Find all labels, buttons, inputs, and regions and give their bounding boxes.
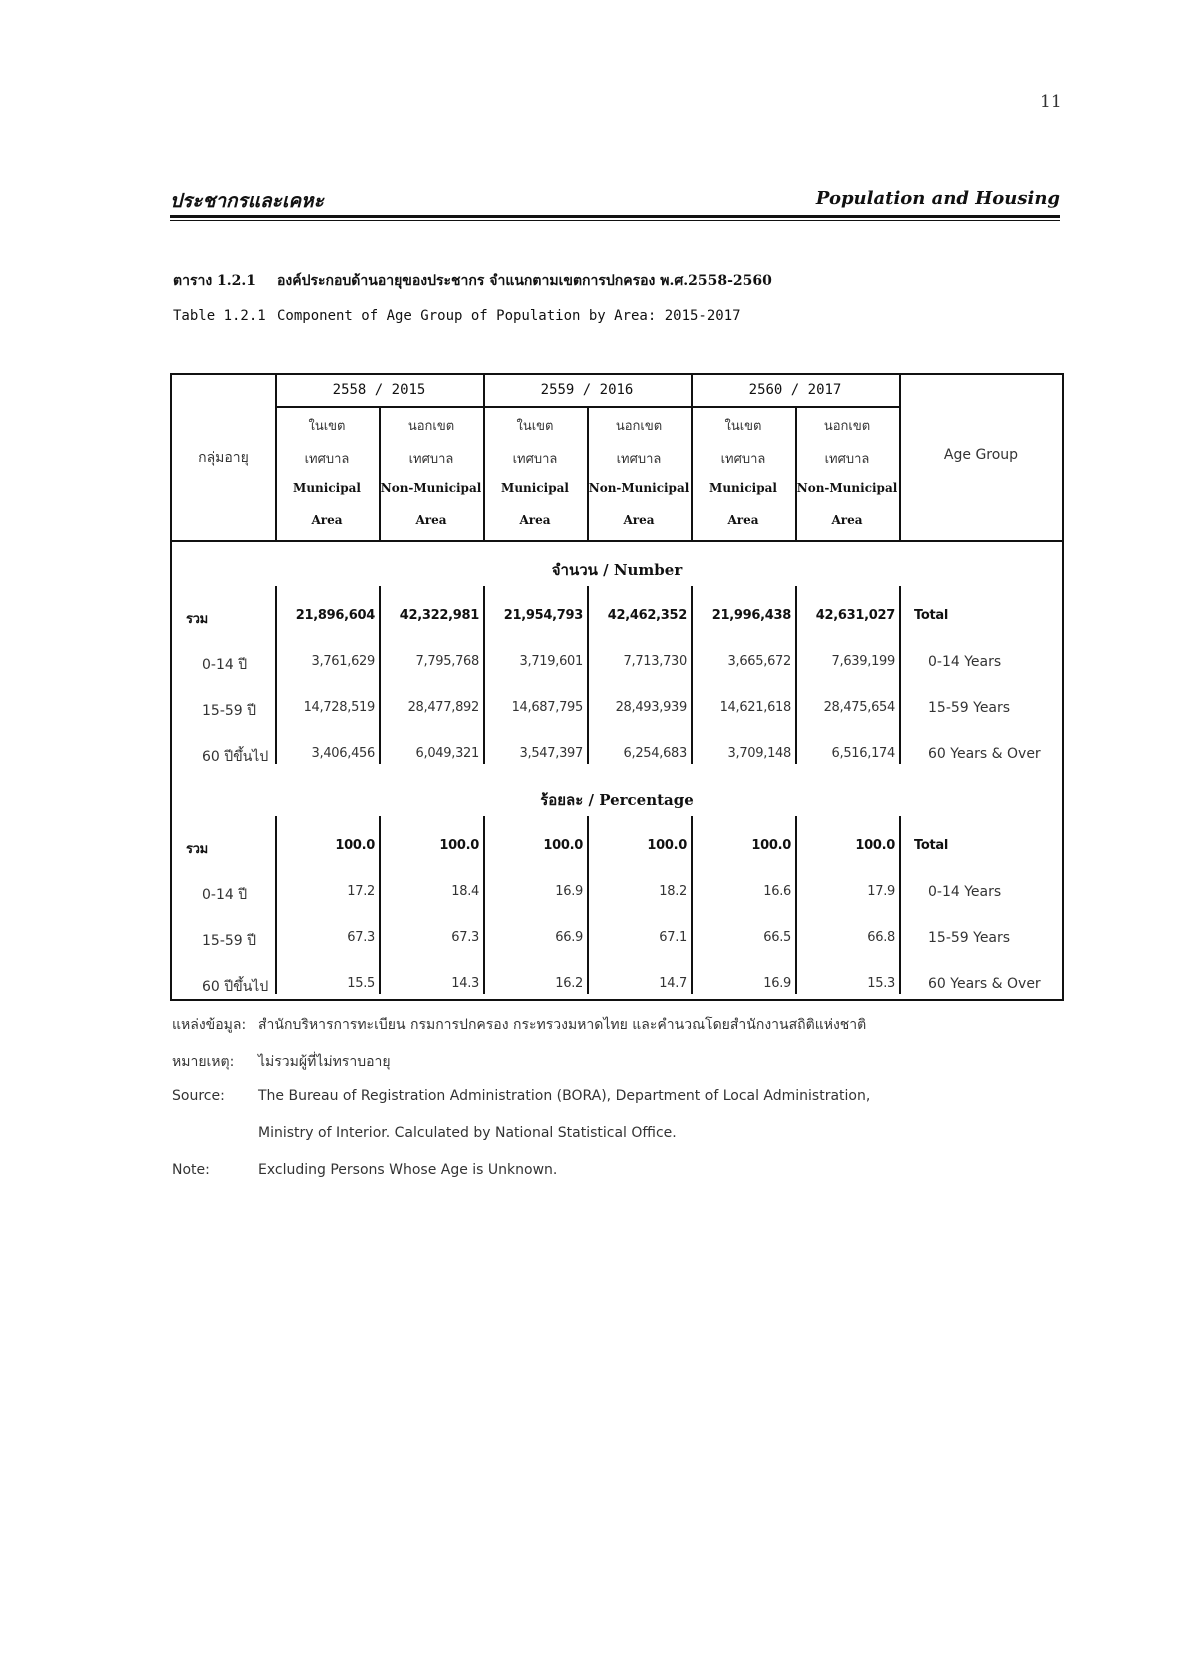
caption-eng-label: Table 1.2.1 <box>173 308 266 324</box>
table-cell-value: 14.7 <box>659 976 687 991</box>
table-cell-value: 14.3 <box>451 976 479 991</box>
row-label-thai: 0-14 ปี <box>202 657 248 673</box>
header-vline <box>899 375 901 540</box>
subheader-thai-2: เทศบาล <box>408 452 454 467</box>
table-cell-value: 3,761,629 <box>311 654 375 669</box>
table-cell-value: 42,462,352 <box>607 608 687 623</box>
caption-thai-title: องค์ประกอบด้านอายุของประชากร จำแนกตามเขตการปกครอง พ.ศ.2558-2560 <box>277 273 772 289</box>
subheader-eng-1: Non-Municipal <box>796 481 898 495</box>
source-eng-text-1: The Bureau of Registration Administration (BORA), Department of Local Administration, <box>258 1088 871 1104</box>
section-title: จำนวน / Number <box>551 561 683 579</box>
year-header: 2560 / 2017 <box>748 382 842 398</box>
subheader-eng-2: Area <box>623 513 655 527</box>
table-cell-value: 21,954,793 <box>503 608 583 623</box>
row-label-eng: 0-14 Years <box>928 654 1002 670</box>
table-cell-value: 67.3 <box>347 930 375 945</box>
table-cell-value: 28,493,939 <box>615 700 687 715</box>
subheader-eng-1: Non-Municipal <box>588 481 690 495</box>
table-cell-value: 21,996,438 <box>711 608 791 623</box>
subheader-eng-2: Area <box>831 513 863 527</box>
table-caption-english <box>173 308 741 324</box>
row-label-thai: รวม <box>186 612 208 627</box>
subheader-eng-1: Non-Municipal <box>380 481 482 495</box>
table-cell-value: 15.5 <box>347 976 375 991</box>
row-label-eng: 60 Years & Over <box>928 976 1041 992</box>
subheader-eng-2: Area <box>415 513 447 527</box>
source-eng-line <box>172 1088 870 1104</box>
row-label-eng: Total <box>914 838 949 853</box>
subheader-thai-2: เทศบาล <box>512 452 558 467</box>
subheader-thai-1: ในเขต <box>308 419 346 434</box>
table-cell-value: 28,475,654 <box>823 700 895 715</box>
subheader-thai-1: ในเขต <box>724 419 762 434</box>
subheader-eng-2: Area <box>311 513 343 527</box>
row-label-thai: 60 ปีขึ้นไป <box>202 979 269 995</box>
header-bottom-line <box>172 540 1062 542</box>
body-vline <box>899 816 901 994</box>
table-cell-value: 3,665,672 <box>727 654 791 669</box>
note-thai-label: หมายเหตุ: <box>172 1054 235 1070</box>
table-cell-value: 18.2 <box>659 884 687 899</box>
table-cell-value: 7,639,199 <box>831 654 895 669</box>
note-eng-text: Excluding Persons Whose Age is Unknown. <box>258 1162 558 1178</box>
row-label-eng: Total <box>914 608 949 623</box>
table-cell-value: 3,709,148 <box>727 746 791 761</box>
subheader-thai-2: เทศบาล <box>304 452 350 467</box>
row-label-eng: 15-59 Years <box>928 930 1011 946</box>
table-cell-value: 3,719,601 <box>519 654 583 669</box>
header-rule-thick <box>170 215 1060 218</box>
table-cell-value: 100.0 <box>751 838 791 853</box>
subheader-thai-1: นอกเขต <box>407 419 455 434</box>
subheader-thai-2: เทศบาล <box>824 452 870 467</box>
table-cell-value: 100.0 <box>855 838 895 853</box>
row-label-thai: 15-59 ปี <box>202 703 257 719</box>
table-cell-value: 14,687,795 <box>511 700 583 715</box>
table-cell-value: 100.0 <box>335 838 375 853</box>
caption-thai-label: ตาราง 1.2.1 <box>173 273 257 289</box>
table-cell-value: 42,631,027 <box>815 608 895 623</box>
note-eng-line <box>172 1162 557 1178</box>
table-cell-value: 6,516,174 <box>831 746 895 761</box>
section-title: ร้อยละ / Percentage <box>540 791 694 809</box>
row-label-eng: 0-14 Years <box>928 884 1002 900</box>
row-label-thai: 0-14 ปี <box>202 887 248 903</box>
table-cell-value: 3,547,397 <box>519 746 583 761</box>
table-cell-value: 16.9 <box>763 976 791 991</box>
source-eng-label: Source: <box>172 1088 225 1104</box>
table-cell-value: 100.0 <box>647 838 687 853</box>
table-cell-value: 67.1 <box>659 930 687 945</box>
table-cell-value: 28,477,892 <box>407 700 479 715</box>
year-header: 2559 / 2016 <box>540 382 634 398</box>
header-english-title: Population and Housing <box>815 188 1060 209</box>
year-header: 2558 / 2015 <box>332 382 426 398</box>
row-label-eng: 60 Years & Over <box>928 746 1041 762</box>
subheader-eng-1: Municipal <box>501 481 569 495</box>
table-cell-value: 21,896,604 <box>295 608 375 623</box>
table-cell-value: 14,728,519 <box>303 700 375 715</box>
table-cell-value: 6,254,683 <box>623 746 687 761</box>
table-cell-value: 66.9 <box>555 930 583 945</box>
page-number: 11 <box>1040 92 1062 112</box>
caption-eng-title: Component of Age Group of Population by Area: 2015-2017 <box>277 308 741 324</box>
row-label-eng: 15-59 Years <box>928 700 1011 716</box>
row-label-thai: รวม <box>186 842 208 857</box>
table-cell-value: 3,406,456 <box>311 746 375 761</box>
population-table <box>170 373 1064 1001</box>
subheader-eng-2: Area <box>727 513 759 527</box>
table-cell-value: 15.3 <box>867 976 895 991</box>
subheader-eng-1: Municipal <box>709 481 777 495</box>
table-cell-value: 66.5 <box>763 930 791 945</box>
subheader-eng-1: Municipal <box>293 481 361 495</box>
source-thai-line <box>172 1014 866 1036</box>
table-cell-value: 42,322,981 <box>399 608 479 623</box>
note-thai-line <box>172 1051 391 1073</box>
body-vline <box>899 586 901 764</box>
table-cell-value: 6,049,321 <box>415 746 479 761</box>
subheader-thai-2: เทศบาล <box>616 452 662 467</box>
source-thai-text: สำนักบริหารการทะเบียน กรมการปกครอง กระทรวงมหาดไทย และคำนวณโดยสำนักงานสถิติแห่งชาติ <box>258 1017 867 1033</box>
running-header <box>170 186 1060 212</box>
table-cell-value: 66.8 <box>867 930 895 945</box>
table-cell-value: 16.9 <box>555 884 583 899</box>
subheader-thai-1: ในเขต <box>516 419 554 434</box>
table-cell-value: 16.6 <box>763 884 791 899</box>
table-cell-value: 18.4 <box>451 884 479 899</box>
note-eng-label: Note: <box>172 1162 210 1178</box>
table-cell-value: 100.0 <box>439 838 479 853</box>
table-cell-value: 17.9 <box>867 884 895 899</box>
source-eng-line-2 <box>172 1125 677 1141</box>
age-group-thai-header: กลุ่มอายุ <box>198 450 249 466</box>
age-group-eng-header: Age Group <box>943 447 1019 463</box>
subheader-eng-2: Area <box>519 513 551 527</box>
source-thai-label: แหล่งข้อมูล: <box>172 1017 247 1033</box>
table-cell-value: 67.3 <box>451 930 479 945</box>
source-eng-text-2: Ministry of Interior. Calculated by National Statistical Office. <box>258 1125 677 1141</box>
table-cell-value: 7,713,730 <box>623 654 687 669</box>
subheader-thai-1: นอกเขต <box>615 419 663 434</box>
table-cell-value: 14,621,618 <box>719 700 791 715</box>
table-cell-value: 100.0 <box>543 838 583 853</box>
row-label-thai: 15-59 ปี <box>202 933 257 949</box>
row-label-thai: 60 ปีขึ้นไป <box>202 749 269 765</box>
note-thai-text: ไม่รวมผู้ที่ไม่ทราบอายุ <box>258 1054 391 1070</box>
table-cell-value: 17.2 <box>347 884 375 899</box>
table-cell-value: 7,795,768 <box>415 654 479 669</box>
subheader-thai-2: เทศบาล <box>720 452 766 467</box>
header-thai-title: ประชากรและเคหะ <box>170 190 324 212</box>
table-caption-thai <box>173 270 772 292</box>
table-cell-value: 16.2 <box>555 976 583 991</box>
subheader-thai-1: นอกเขต <box>823 419 871 434</box>
header-rule-thin <box>170 220 1060 221</box>
